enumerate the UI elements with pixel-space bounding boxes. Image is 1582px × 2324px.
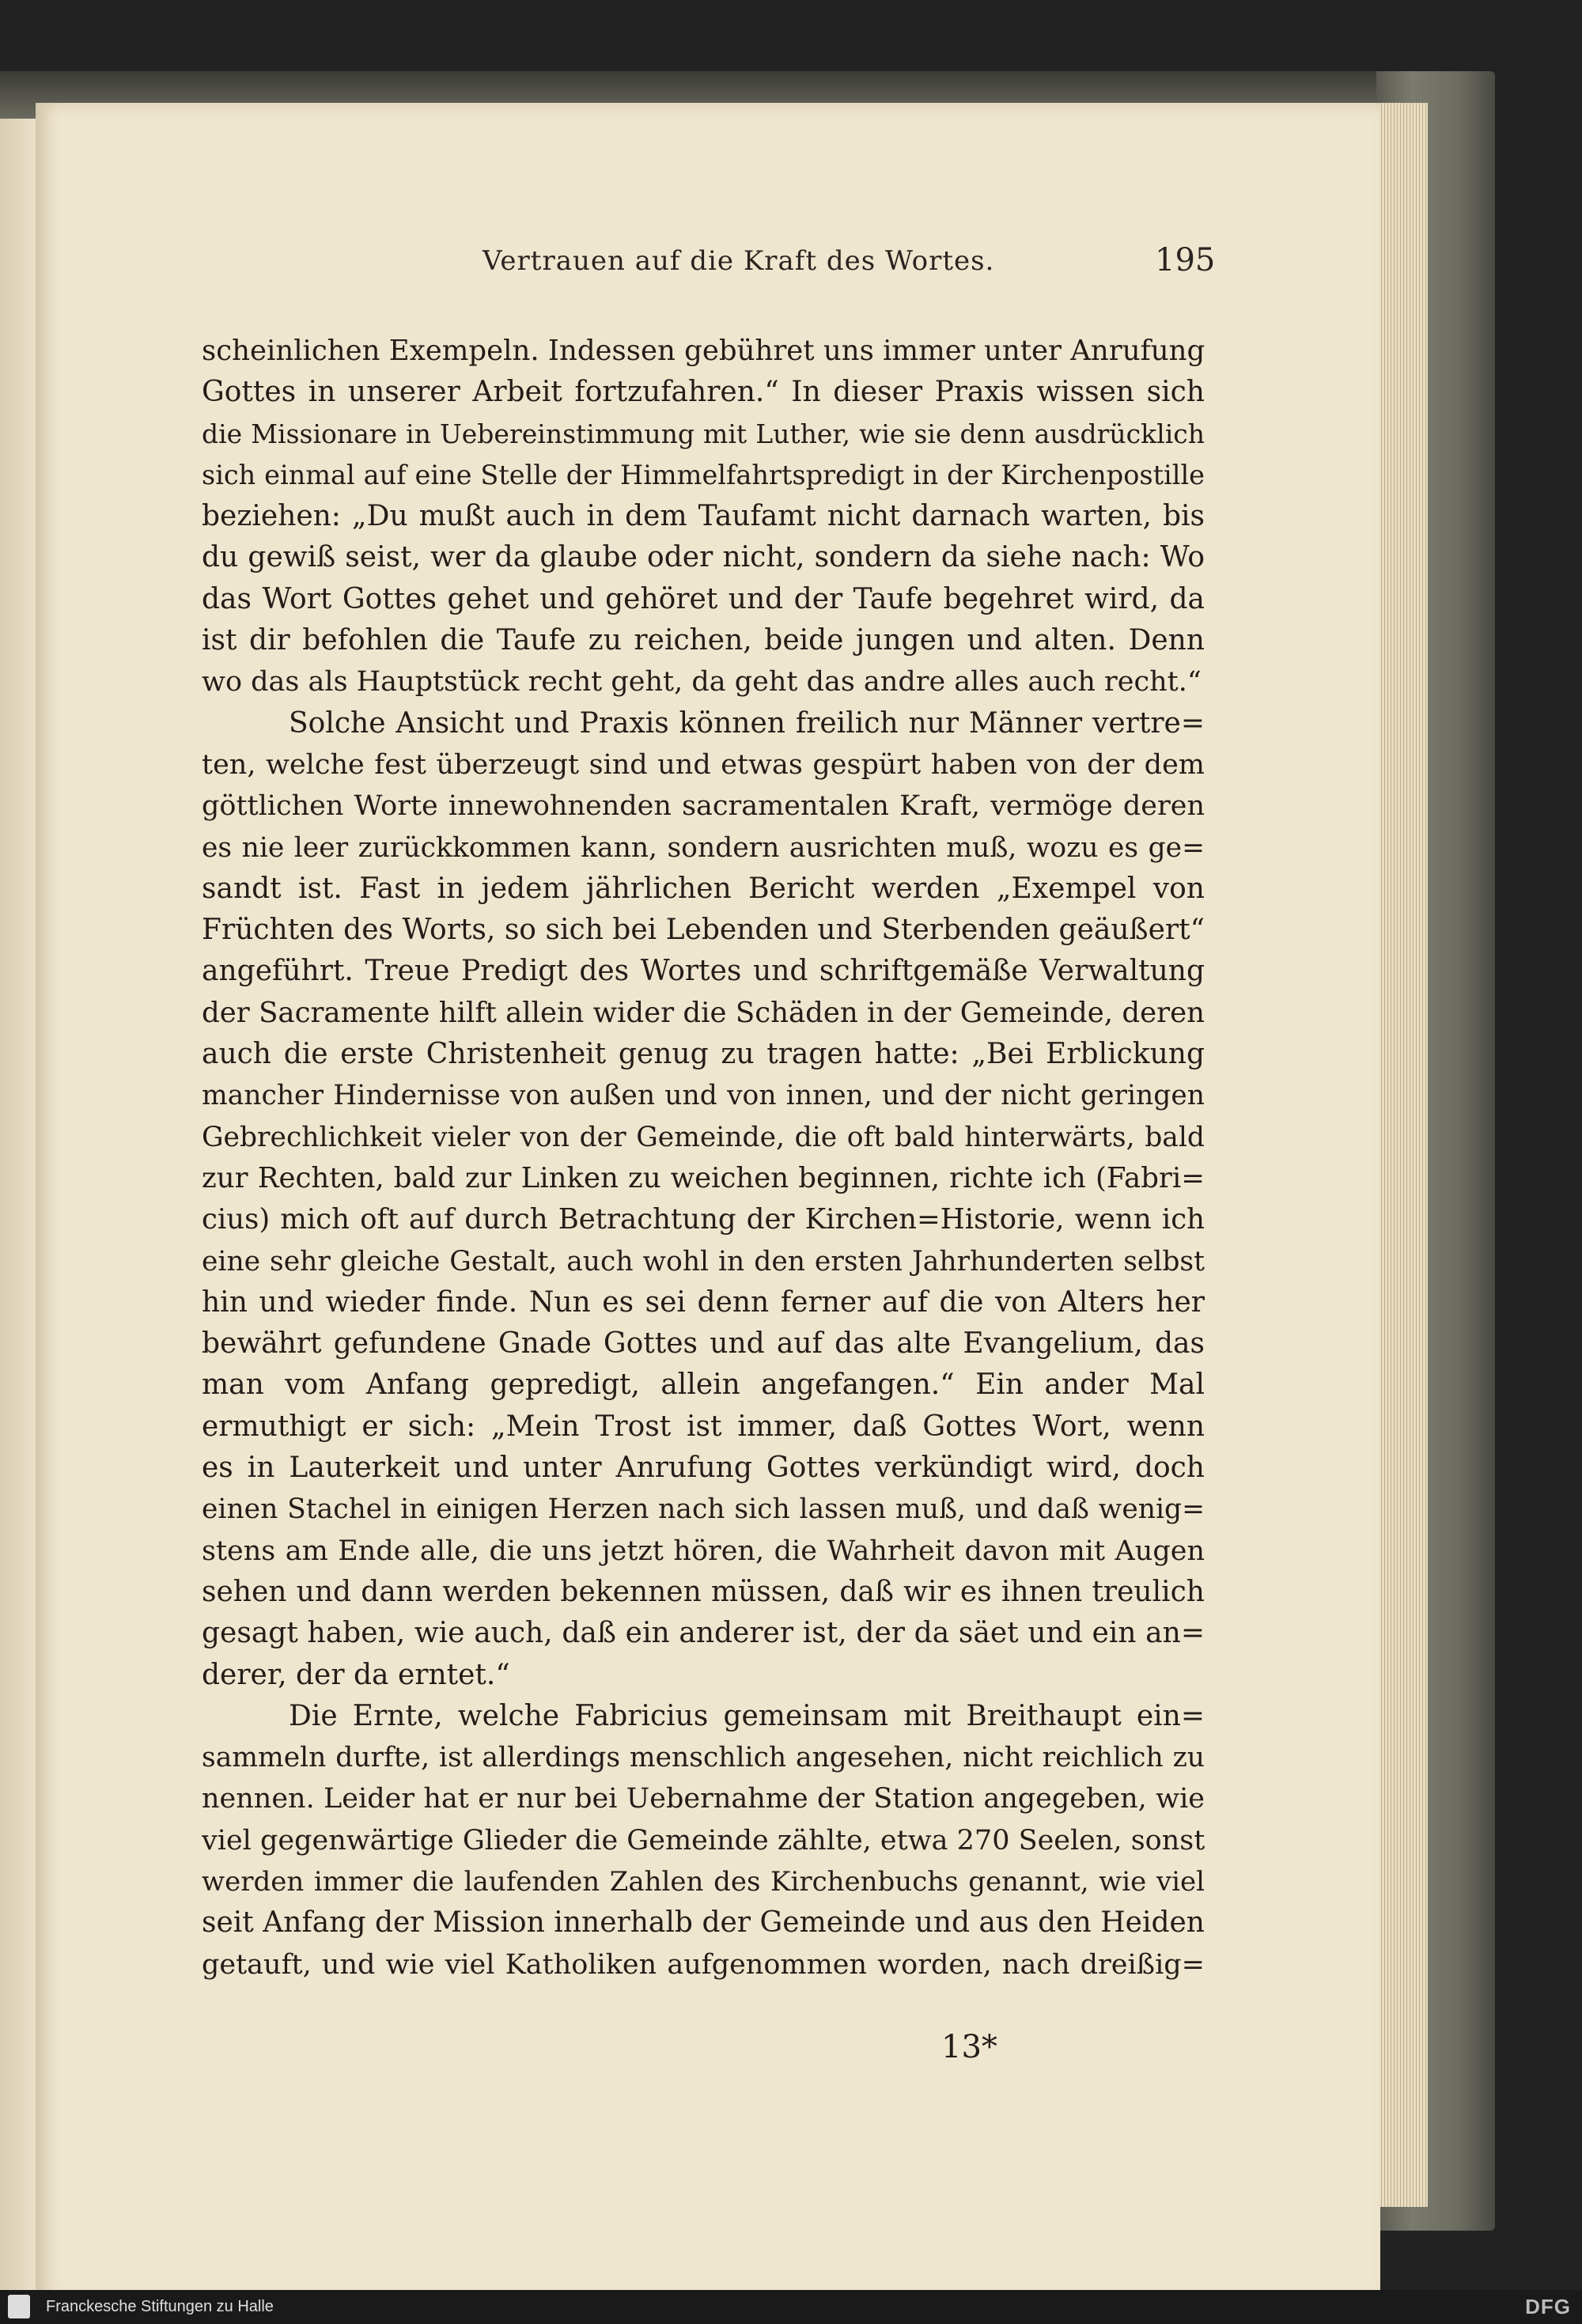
text-line: getauft, und wie viel Katholiken aufgenommen worden, nach dreißig= xyxy=(202,1948,1205,1981)
body-text xyxy=(202,331,1205,1985)
text-line: sehen und dann werden bekennen müssen, daß wir es ihnen treulich xyxy=(202,1575,1205,1608)
left-page-edge xyxy=(0,119,36,2302)
text-line: sandt ist. Fast in jedem jährlichen Bericht werden „Exempel von xyxy=(202,872,1205,905)
text-line: stens am Ende alle, die uns jetzt hören, die Wahrheit davon mit Augen xyxy=(202,1535,1205,1567)
text-line: cius) mich oft auf durch Betrachtung der Kirchen=Historie, wenn ich xyxy=(202,1203,1205,1236)
text-line: Gottes in unserer Arbeit fortzufahren.“ In dieser Praxis wissen sich xyxy=(202,376,1205,409)
text-line: Solche Ansicht und Praxis können freilich nur Männer vertre= xyxy=(289,706,1205,740)
text-line: auch die erste Christenheit genug zu tragen hatte: „Bei Erblickung xyxy=(202,1038,1205,1071)
text-line: ten, welche fest überzeugt sind und etwas gespürt haben von der dem xyxy=(202,748,1205,781)
footer-bar xyxy=(0,2290,1582,2324)
text-line: viel gegenwärtige Glieder die Gemeinde zählte, etwa 270 Seelen, sonst xyxy=(202,1824,1205,1857)
text-line: nennen. Leider hat er nur bei Uebernahme der Station angegeben, wie xyxy=(202,1783,1205,1815)
text-line: die Missionare in Uebereinstimmung mit Luther, wie sie denn ausdrücklich xyxy=(202,418,1205,449)
text-line: sammeln durfte, ist allerdings menschlich angesehen, nicht reichlich zu xyxy=(202,1742,1205,1774)
text-line: gesagt haben, wie auch, daß ein anderer ist, der da säet und ein an= xyxy=(202,1617,1205,1650)
text-line: göttlichen Worte innewohnenden sacramentalen Kraft, vermöge deren xyxy=(202,790,1205,823)
text-line: das Wort Gottes gehet und gehöret und der Taufe begehret wird, da xyxy=(202,582,1205,615)
text-line: angeführt. Treue Predigt des Wortes und schriftgemäße Verwaltung xyxy=(202,955,1205,988)
footer-institution: Franckesche Stiftungen zu Halle xyxy=(46,2298,274,2315)
text-line: Früchten des Worts, so sich bei Lebenden und Sterbenden geäußert“ xyxy=(202,914,1205,947)
text-line: der Sacramente hilft allein wider die Schäden in der Gemeinde, deren xyxy=(202,996,1205,1029)
text-line: scheinlichen Exempeln. Indessen gebühret uns immer unter Anrufung xyxy=(202,335,1205,367)
text-line: man vom Anfang gepredigt, allein angefangen.“ Ein ander Mal xyxy=(202,1368,1205,1402)
text-line: eine sehr gleiche Gestalt, auch wohl in den ersten Jahrhunderten selbst xyxy=(202,1245,1205,1277)
text-line: beziehen: „Du mußt auch in dem Taufamt nicht darnach warten, bis xyxy=(202,500,1205,533)
text-line: wo das als Hauptstück recht geht, da geht das andre alles auch recht.“ xyxy=(202,666,1202,698)
signature-mark: 13* xyxy=(941,2029,997,2065)
text-line: einen Stachel in einigen Herzen nach sich lassen muß, und daß wenig= xyxy=(202,1493,1205,1526)
text-line: zur Rechten, bald zur Linken zu weichen beginnen, richte ich (Fabri= xyxy=(202,1161,1205,1194)
page-number: 195 xyxy=(1155,242,1216,278)
institution-logo-icon xyxy=(8,2295,30,2318)
text-line: Gebrechlichkeit vieler von der Gemeinde, die oft bald hinterwärts, bald xyxy=(202,1121,1205,1153)
text-line: du gewiß seist, wer da glaube oder nicht, sondern da siehe nach: Wo xyxy=(202,541,1205,574)
page-edges xyxy=(1372,103,1428,2207)
text-line: ermuthigt er sich: „Mein Trost ist immer, daß Gottes Wort, wenn xyxy=(202,1410,1205,1443)
text-line: sich einmal auf eine Stelle der Himmelfahrtspredigt in der Kirchenpostille xyxy=(202,459,1205,490)
text-line: bewährt gefundene Gnade Gottes und auf das alte Evangelium, das xyxy=(202,1327,1205,1361)
text-line: es in Lauterkeit und unter Anrufung Gottes verkündigt wird, doch xyxy=(202,1452,1205,1485)
text-line: hin und wieder finde. Nun es sei denn ferner auf die von Alters her xyxy=(202,1285,1205,1319)
text-line: Die Ernte, welche Fabricius gemeinsam mit Breithaupt ein= xyxy=(289,1699,1205,1732)
text-line: derer, der da erntet.“ xyxy=(202,1658,510,1691)
text-line: seit Anfang der Mission innerhalb der Gemeinde und aus den Heiden xyxy=(202,1906,1205,1940)
dfg-logo: DFG xyxy=(1525,2295,1571,2318)
running-head xyxy=(0,242,1582,293)
running-head-title: Vertrauen auf die Kraft des Wortes. xyxy=(483,245,995,277)
text-line: es nie leer zurückkommen kann, sondern ausrichten muß, wozu es ge= xyxy=(202,831,1205,864)
text-line: mancher Hindernisse von außen und von innen, und der nicht geringen xyxy=(202,1080,1205,1112)
text-line: ist dir befohlen die Taufe zu reichen, beide jungen und alten. Denn xyxy=(202,624,1205,657)
text-line: werden immer die laufenden Zahlen des Kirchenbuchs genannt, wie viel xyxy=(202,1865,1205,1898)
